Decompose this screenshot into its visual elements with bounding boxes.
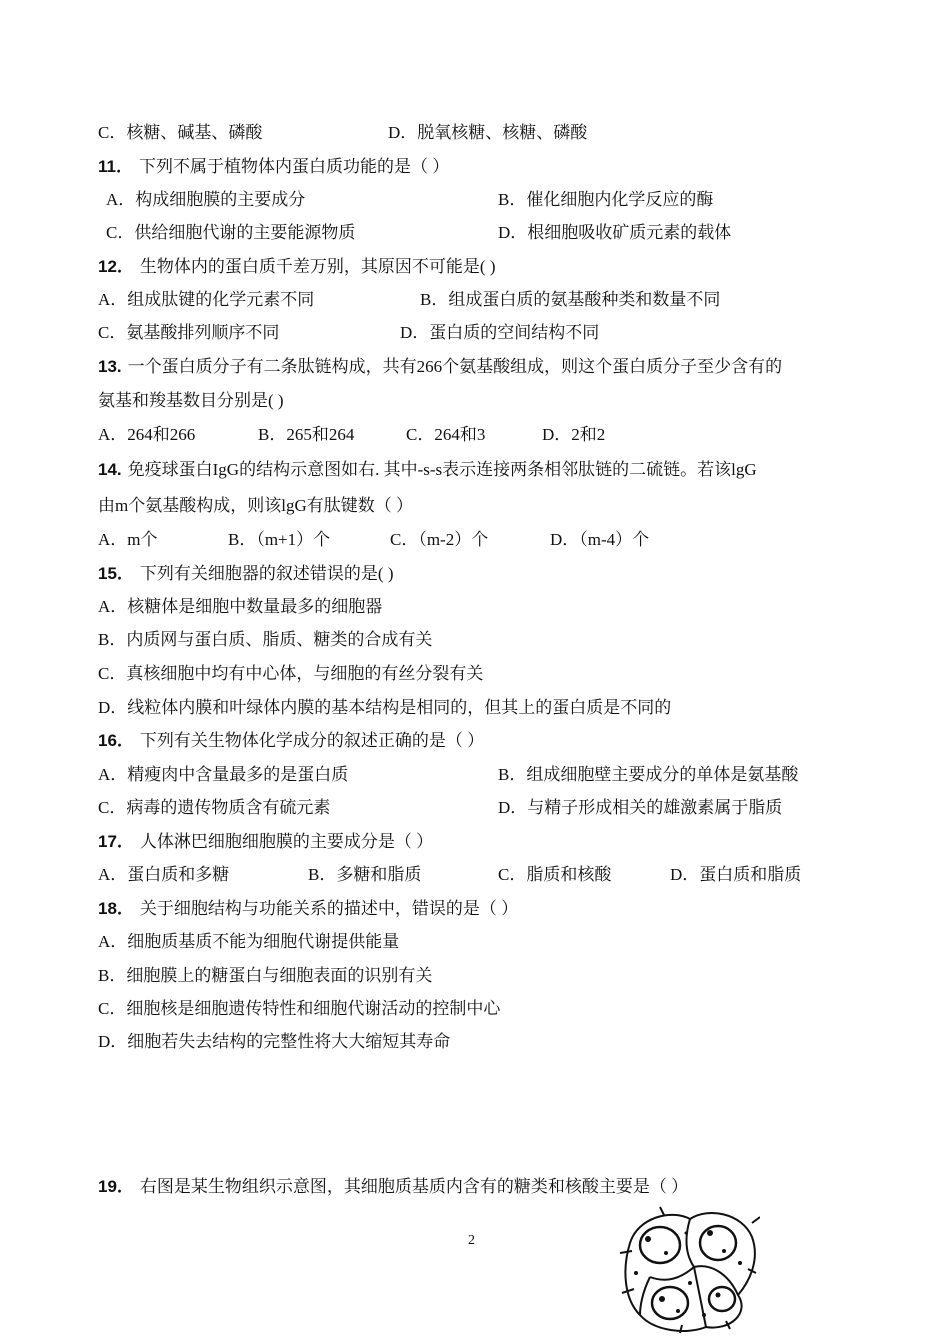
question-stem: 下列不属于植物体内蛋白质功能的是（ ） (138, 157, 450, 176)
text-segment: D．蛋白质和脂质 (670, 865, 802, 884)
line-q16 (98, 730, 484, 752)
text-segment: C．核糖、碱基、磷酸 (98, 123, 263, 142)
text-segment: C．脂质和核酸 (498, 865, 612, 884)
text-segment: D．与精子形成相关的雄激素属于脂质 (498, 798, 783, 817)
text-segment: B．细胞膜上的糖蛋白与细胞表面的识别有关 (98, 966, 433, 985)
text-segment: A．蛋白质和多糖 (98, 865, 230, 884)
text-segment: C．氨基酸排列顺序不同 (98, 323, 280, 342)
text-segment: B．（m+1）个 (228, 530, 331, 549)
question-stem: 下列有关生物体化学成分的叙述正确的是（ ） (139, 731, 485, 750)
text-segment: A．精瘦肉中含量最多的是蛋白质 (98, 765, 349, 784)
question-stem: 下列有关细胞器的叙述错误的是( ) (139, 564, 394, 583)
text-segment: C．真核细胞中均有中心体，与细胞的有丝分裂有关 (98, 664, 484, 683)
text-segment: C．（m-2）个 (390, 530, 489, 549)
text-segment: D．蛋白质的空间结构不同 (400, 323, 600, 342)
text-segment: A．组成肽键的化学元素不同 (98, 290, 315, 309)
text-segment: A．核糖体是细胞中数量最多的细胞器 (98, 597, 383, 616)
question-stem: 右图是某生物组织示意图，其细胞质基质内含有的糖类和核酸主要是（ ） (139, 1177, 689, 1196)
question-stem: 人体淋巴细胞细胞膜的主要成分是（ ） (139, 832, 434, 851)
text-segment: B．催化细胞内化学反应的酶 (498, 190, 714, 209)
question-number: 14. (98, 460, 122, 479)
text-segment: 氨基和羧基数目分别是( ) (98, 391, 284, 410)
text-segment: D．（m-4）个 (550, 530, 650, 549)
text-segment: D．2和2 (542, 425, 606, 444)
question-number: 12． (98, 257, 134, 276)
tissue-diagram-image (620, 1203, 760, 1335)
question-number: 13. (98, 357, 122, 376)
line-q17 (98, 831, 433, 853)
line-q19 (98, 1176, 688, 1198)
text-segment: D．线粒体内膜和叶绿体内膜的基本结构是相同的，但其上的蛋白质是不同的 (98, 698, 672, 717)
question-number: 15． (98, 564, 134, 583)
line-q13 (98, 356, 782, 378)
text-segment: B．组成细胞壁主要成分的单体是氨基酸 (498, 765, 799, 784)
text-segment: C．病毒的遗传物质含有硫元素 (98, 798, 331, 817)
line-q11 (98, 156, 449, 178)
question-number: 17． (98, 832, 134, 851)
text-segment: C．供给细胞代谢的主要能源物质 (106, 223, 356, 242)
question-number: 11． (98, 157, 133, 176)
text-segment: D．根细胞吸收矿质元素的载体 (498, 223, 732, 242)
text-segment: D．细胞若失去结构的完整性将大大缩短其寿命 (98, 1032, 451, 1051)
question-number: 19． (98, 1177, 134, 1196)
page-number: 2 (468, 1233, 475, 1248)
text-segment: A．m个 (98, 530, 158, 549)
text-segment: 由m个氨基酸构成，则该lgG有肽键数（ ） (98, 496, 413, 515)
text-segment: A．264和266 (98, 425, 196, 444)
text-segment: C．264和3 (406, 425, 486, 444)
text-segment: C．细胞核是细胞遗传特性和细胞代谢活动的控制中心 (98, 999, 501, 1018)
line-q14 (98, 459, 757, 481)
text-segment: D．脱氧核糖、核糖、磷酸 (388, 123, 588, 142)
text-segment: A．构成细胞膜的主要成分 (106, 190, 306, 209)
question-number: 18． (98, 899, 134, 918)
question-stem: 一个蛋白质分子有二条肽链构成，共有266个氨基酸组成，则这个蛋白质分子至少含有的 (127, 357, 783, 376)
text-segment: A．细胞质基质不能为细胞代谢提供能量 (98, 932, 400, 951)
line-q15 (98, 563, 394, 585)
question-stem: 免疫球蛋白IgG的结构示意图如右. 其中-s-s表示连接两条相邻肽链的二硫链。若该lgG (127, 460, 757, 479)
question-stem: 生物体内的蛋白质千差万别，其原因不可能是( ) (139, 257, 496, 276)
text-segment: B．内质网与蛋白质、脂质、糖类的合成有关 (98, 630, 433, 649)
text-segment: B．组成蛋白质的氨基酸种类和数量不同 (420, 290, 721, 309)
question-stem: 关于细胞结构与功能关系的描述中，错误的是（ ） (139, 899, 519, 918)
question-number: 16． (98, 731, 134, 750)
line-q12 (98, 256, 496, 278)
text-segment: B．265和264 (258, 425, 355, 444)
text-segment: B．多糖和脂质 (308, 865, 422, 884)
line-q18 (98, 898, 518, 920)
